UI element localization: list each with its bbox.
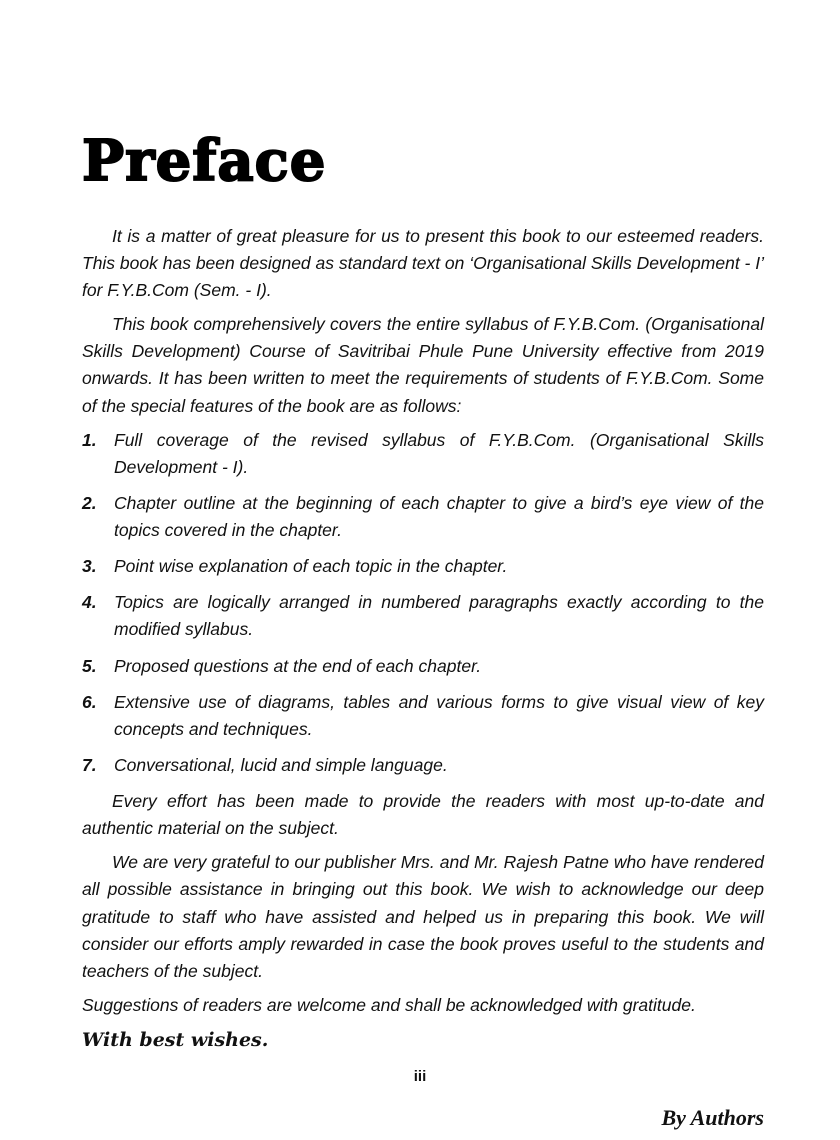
list-item xyxy=(82,653,764,680)
list-item-text: Conversational, lucid and simple language. xyxy=(114,754,448,775)
list-item-number: 4. xyxy=(82,592,97,613)
list-item-text: Full coverage of the revised syllabus of F.Y.B.Com. (Organisational Skills Development - I). xyxy=(114,429,764,477)
list-item xyxy=(82,589,764,643)
list-item-text: Chapter outline at the beginning of each chapter to give a bird’s eye view of the topics covered in the chapter. xyxy=(114,492,764,541)
page-number: iii xyxy=(413,1067,427,1085)
intro-paragraph: This book comprehensively covers the entire syllabus of F.Y.B.Com. (Organisational Skills Development) Course of Savitribai Phule Pune University effective from 2019 onwards. It has been written to meet the requirements of students of F.Y.B.Com. Some of the special features of the book are as follows: xyxy=(82,314,764,416)
list-item-text: Topics are logically arranged in numbered paragraphs exactly according to the modified syllabus. xyxy=(114,592,764,640)
list-item-text: Proposed questions at the end of each chapter. xyxy=(114,655,482,676)
list-item-number: 6. xyxy=(82,691,97,712)
list-item xyxy=(82,689,764,743)
closing-paragraph: Suggestions of readers are welcome and shall be acknowledged with gratitude. xyxy=(82,994,696,1015)
closing-paragraph: Every effort has been made to provide the readers with most up-to-date and authentic material on the subject. xyxy=(82,791,764,839)
list-item xyxy=(82,490,764,544)
list-item-number: 7. xyxy=(82,754,97,775)
feature-list xyxy=(82,427,764,779)
closing-paragraph: We are very grateful to our publisher Mrs. and Mr. Rajesh Patne who have rendered all possible assistance in bringing out this book. We wish to acknowledge our deep gratitude to staff who have assisted and helped us in preparing this book. We will consider our efforts amply rewarded in case the book proves useful to the students and teachers of the subject. xyxy=(82,852,764,981)
list-item-text: Point wise explanation of each topic in the chapter. xyxy=(114,556,508,577)
list-item-number: 2. xyxy=(82,492,97,513)
best-wishes-line: With best wishes. xyxy=(82,1029,269,1052)
page-title: Preface xyxy=(82,128,327,194)
intro-paragraph: It is a matter of great pleasure for us to present this book to our esteemed readers. This book has been designed as standard text on ‘Organisational Skills Development - I’ for F.Y.B.Com (Sem. - I). xyxy=(82,225,764,301)
list-item xyxy=(82,553,764,580)
list-item-number: 1. xyxy=(82,429,97,450)
list-item xyxy=(82,427,764,481)
list-item-number: 3. xyxy=(82,556,97,577)
list-item xyxy=(82,752,764,779)
list-item-number: 5. xyxy=(82,655,97,676)
author-signature: By Authors xyxy=(661,1105,764,1131)
list-item-text: Extensive use of diagrams, tables and various forms to give visual view of key concepts and techniques. xyxy=(114,691,764,739)
